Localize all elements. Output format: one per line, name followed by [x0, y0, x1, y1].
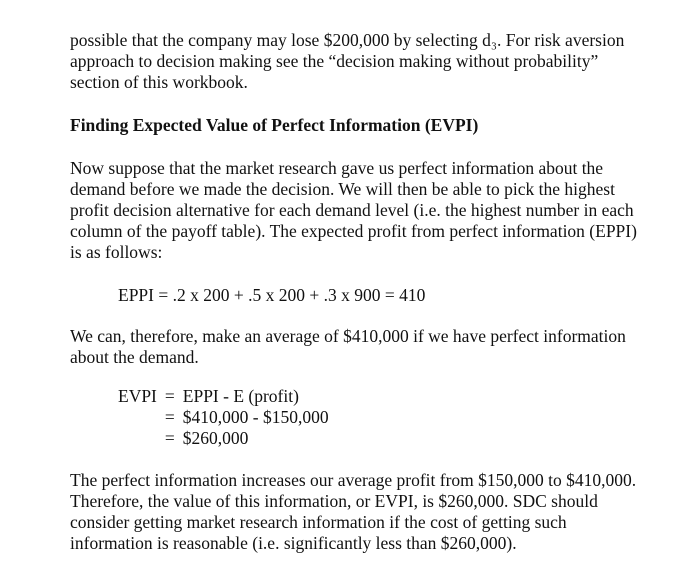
text-line: approach to decision making see the “decision making without probability”: [70, 51, 599, 71]
equals-sign: =: [164, 407, 175, 427]
text-line: demand before we made the decision. We will then be able to pick the highest: [70, 179, 615, 199]
text-line: section of this workbook.: [70, 72, 248, 92]
equals-sign: =: [164, 386, 175, 406]
text-line: possible that the company may lose $200,000 by selecting d₃. For risk aversion: [70, 30, 625, 50]
evpi-label-spacer: [118, 407, 157, 428]
text-line: is as follows:: [70, 242, 163, 262]
equals-sign: =: [164, 428, 175, 448]
conclusion-paragraph: [70, 470, 680, 554]
text-line: column of the payoff table). The expected profit from perfect information (EPPI): [70, 221, 637, 241]
evpi-label-spacer: [118, 428, 157, 449]
text-line: We can, therefore, make an average of $410,000 if we have perfect information: [70, 326, 626, 346]
text-line: Now suppose that the market research gave us perfect information about the: [70, 158, 604, 178]
text-line: Therefore, the value of this information, or EVPI, is $260,000. SDC should: [70, 491, 598, 511]
eppi-explanation-paragraph: [70, 158, 680, 263]
text-line: The perfect information increases our average profit from $150,000 to $410,000.: [70, 470, 637, 490]
text-line: about the demand.: [70, 347, 199, 367]
average-profit-paragraph: [70, 326, 680, 368]
evpi-line: $260,000: [182, 428, 249, 448]
text-line: consider getting market research information if the cost of getting such: [70, 512, 567, 532]
evpi-line: EPPI - E (profit): [182, 386, 299, 406]
evpi-calculation: [70, 386, 680, 449]
text-line: profit decision alternative for each demand level (i.e. the highest number in each: [70, 200, 634, 220]
evpi-label: EVPI: [118, 386, 157, 406]
eppi-formula: EPPI = .2 x 200 + .5 x 200 + .3 x 900 = 410: [118, 285, 426, 305]
document-page: [70, 30, 680, 554]
section-heading: Finding Expected Value of Perfect Information (EVPI): [70, 115, 479, 135]
evpi-line: $410,000 - $150,000: [182, 407, 329, 427]
intro-paragraph: [70, 30, 680, 93]
text-line: information is reasonable (i.e. significantly less than $260,000).: [70, 533, 517, 553]
